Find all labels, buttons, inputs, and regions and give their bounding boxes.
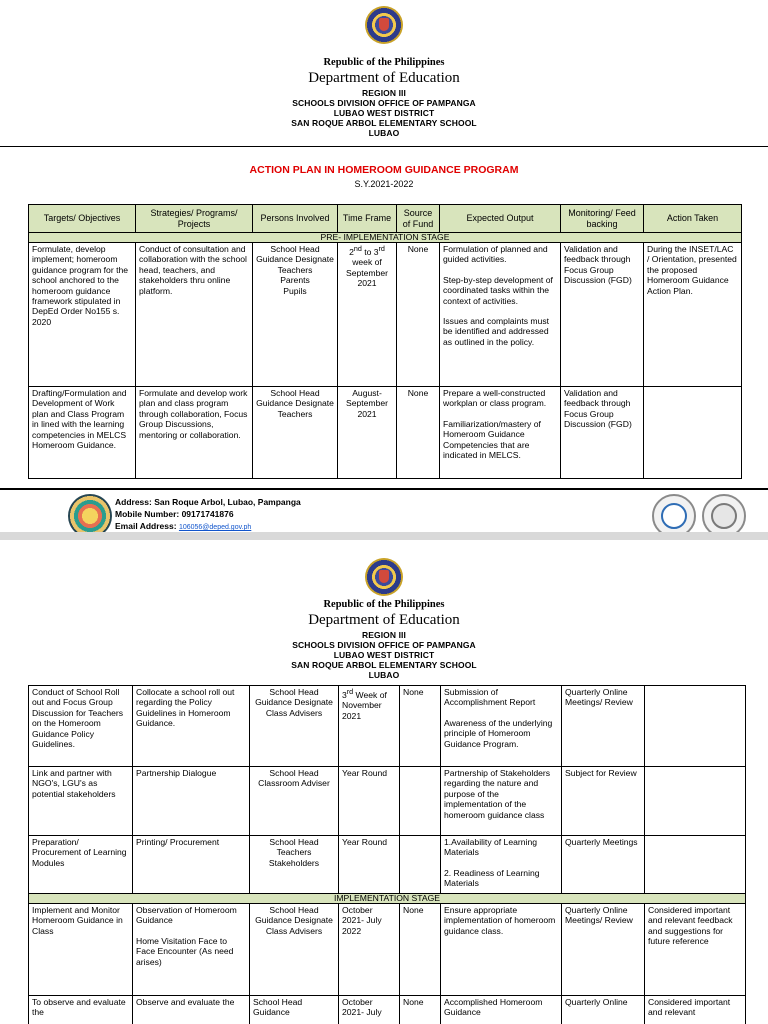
document-page-2 xyxy=(0,540,768,1024)
cell-monitoring: Quarterly Online Meetings/ Review xyxy=(562,904,645,996)
cell-persons: School Head Guidance Designate Class Advisers xyxy=(250,686,339,767)
footer-email-label: Email Address: xyxy=(115,521,179,531)
cell-targets: Conduct of School Roll out and Focus Group Discussion for Teachers on the Homeroom Guidance Policy Guidelines. xyxy=(29,686,133,767)
footer-mobile: Mobile Number: 09171741876 xyxy=(115,509,234,519)
division-text: SCHOOLS DIVISION OFFICE OF PAMPANGA xyxy=(292,640,476,650)
cell-action-taken xyxy=(645,686,746,767)
table-row xyxy=(29,996,746,1024)
table-row xyxy=(29,836,746,894)
cell-time-frame: 2nd to 3rd week of September 2021 xyxy=(338,243,397,387)
cell-targets: Preparation/ Procurement of Learning Modules xyxy=(29,836,133,894)
cell-expected-output xyxy=(440,243,561,387)
cell-time-frame: 3rd Week of November 2021 xyxy=(339,686,400,767)
deped-seal-icon xyxy=(365,558,403,596)
cell-targets: Formulate, develop implement; homeroom guidance program for the school anchored to the homeroom guidance framework stipulated in DepEd Order No155 s. 2020 xyxy=(29,243,136,387)
department-text: Department of Education xyxy=(308,612,460,628)
deped-seal-icon xyxy=(365,6,403,44)
cell-strategies: Partnership Dialogue xyxy=(133,767,250,836)
cell-expected-output xyxy=(441,836,562,894)
output-line: Submission of Accomplishment Report xyxy=(444,687,536,708)
cell-persons: School Head Teachers Stakeholders xyxy=(250,836,339,894)
cell-persons: School Head Guidance xyxy=(250,996,339,1024)
cell-expected-output: Accomplished Homeroom Guidance xyxy=(441,996,562,1024)
cell-targets: To observe and evaluate the xyxy=(29,996,133,1024)
cell-expected-output: Partnership of Stakeholders regarding the nature and purpose of the implementation of the homeroom guidance class xyxy=(441,767,562,836)
cell-action-taken xyxy=(645,836,746,894)
output-line: Familiarization/mastery of Homeroom Guidance Competencies that are indicated in MELCS. xyxy=(443,418,541,461)
cell-monitoring: Validation and feedback through Focus Group Discussion (FGD) xyxy=(561,243,644,387)
cell-fund: None xyxy=(400,996,441,1024)
action-plan-table-p1 xyxy=(28,204,742,479)
school-name-text: SAN ROQUE ARBOL ELEMENTARY SCHOOL xyxy=(291,660,477,670)
output-line: Awareness of the underlying principle of Homeroom Guidance Program. xyxy=(444,717,553,749)
town-text: LUBAO xyxy=(368,128,400,138)
header-divider xyxy=(0,146,768,147)
cell-expected-output xyxy=(441,686,562,767)
header-strategies: Strategies/ Programs/ Projects xyxy=(136,205,253,233)
cell-fund: None xyxy=(400,686,441,767)
cell-time-frame: October 2021- July 2022 xyxy=(339,904,400,996)
cell-expected-output xyxy=(440,387,561,479)
cell-fund xyxy=(400,836,441,894)
output-line: 1.Availability of Learning Materials xyxy=(444,837,537,858)
cell-strategies: Printing/ Procurement xyxy=(133,836,250,894)
district-text: LUBAO WEST DISTRICT xyxy=(333,108,435,118)
output-line: Issues and complaints must be identified and addressed as outlined in the policy. xyxy=(443,316,550,347)
table-row xyxy=(29,686,746,767)
cell-monitoring: Quarterly Online xyxy=(562,996,645,1024)
action-plan-table-p2 xyxy=(28,685,746,1024)
header-source-of-fund: Source of Fund xyxy=(397,205,440,233)
cell-action-taken: Considered important and relevant xyxy=(645,996,746,1024)
region-text: REGION III xyxy=(362,630,406,640)
cell-persons: School Head Guidance Designate Teachers Parents Pupils xyxy=(253,243,338,387)
school-year: S.Y.2021-2022 xyxy=(354,179,414,189)
cell-persons: School Head Guidance Designate Class Advisers xyxy=(250,904,339,996)
cell-monitoring: Subject for Review xyxy=(562,767,645,836)
cell-fund: None xyxy=(400,904,441,996)
cell-strategies xyxy=(133,904,250,996)
letterhead xyxy=(0,599,768,680)
table-header-row xyxy=(29,205,742,233)
header-time-frame: Time Frame xyxy=(338,205,397,233)
stage-label-pre: PRE- IMPLEMENTATION STAGE xyxy=(29,233,742,243)
department-text: Department of Education xyxy=(308,70,460,86)
cell-targets: Link and partner with NGO's, LGU's as potential stakeholders xyxy=(29,767,133,836)
cell-action-taken: During the INSET/LAC / Orientation, presented the proposed Homeroom Guidance Action Plan. xyxy=(644,243,742,387)
district-text: LUBAO WEST DISTRICT xyxy=(333,650,435,660)
table-row xyxy=(29,387,742,479)
division-text: SCHOOLS DIVISION OFFICE OF PAMPANGA xyxy=(292,98,476,108)
cell-persons: School Head Guidance Designate Teachers xyxy=(253,387,338,479)
cell-strategies: Collocate a school roll out regarding the Policy Guidelines in Homeroom Guidance. xyxy=(133,686,250,767)
header-action-taken: Action Taken xyxy=(644,205,742,233)
output-line: Formulation of planned and guided activities. xyxy=(443,244,548,265)
table-row xyxy=(29,243,742,387)
page-separator xyxy=(0,532,768,540)
footer-address: Address: San Roque Arbol, Lubao, Pampanga xyxy=(115,497,301,507)
cell-expected-output: Ensure appropriate implementation of homeroom guidance class. xyxy=(441,904,562,996)
republic-text: Republic of the Philippines xyxy=(323,57,445,68)
cell-time-frame: October 2021- July xyxy=(339,996,400,1024)
cell-strategies: Observe and evaluate the xyxy=(133,996,250,1024)
school-name-text: SAN ROQUE ARBOL ELEMENTARY SCHOOL xyxy=(291,118,477,128)
cell-persons: School Head Classroom Adviser xyxy=(250,767,339,836)
cell-action-taken xyxy=(644,387,742,479)
header-targets: Targets/ Objectives xyxy=(29,205,136,233)
cell-strategies: Conduct of consultation and collaboration with the school head, teachers, and stakeholders thru online platform. xyxy=(136,243,253,387)
cell-monitoring: Quarterly Meetings xyxy=(562,836,645,894)
footer-contact xyxy=(115,496,301,534)
header-monitoring: Monitoring/ Feed backing xyxy=(561,205,644,233)
document-title: ACTION PLAN IN HOMEROOM GUIDANCE PROGRAM xyxy=(249,164,519,176)
stage-label-implementation: IMPLEMENTATION STAGE xyxy=(29,894,746,904)
cell-time-frame: August- September 2021 xyxy=(338,387,397,479)
cell-fund: None xyxy=(397,243,440,387)
cell-targets: Drafting/Formulation and Development of Work plan and Class Program in lined with the learning competencies in MELCS Homeroom Guidance. xyxy=(29,387,136,479)
republic-text: Republic of the Philippines xyxy=(323,599,445,610)
footer-email-link[interactable]: 106056@deped.gov.ph xyxy=(178,524,252,531)
cell-monitoring: Validation and feedback through Focus Group Discussion (FGD) xyxy=(561,387,644,479)
output-line: Prepare a well-constructed workplan or class program. xyxy=(443,388,547,409)
cell-strategies: Formulate and develop work plan and class program through collaboration, Focus Group Discussions, mentoring or collaboration. xyxy=(136,387,253,479)
header-expected-output: Expected Output xyxy=(440,205,561,233)
strategy-line: Home Visitation Face to Face Encounter (As need arises) xyxy=(136,935,234,967)
cell-action-taken: Considered important and relevant feedback and suggestions for future reference xyxy=(645,904,746,996)
header-persons: Persons Involved xyxy=(253,205,338,233)
output-line: 2. Readiness of Learning Materials xyxy=(444,867,540,889)
table-row xyxy=(29,904,746,996)
cell-time-frame: Year Round xyxy=(339,836,400,894)
letterhead xyxy=(0,57,768,138)
table-row xyxy=(29,767,746,836)
cell-targets: Implement and Monitor Homeroom Guidance in Class xyxy=(29,904,133,996)
output-line: Step-by-step development of coordinated tasks within the context of activities. xyxy=(443,274,553,306)
region-text: REGION III xyxy=(362,88,406,98)
cell-fund xyxy=(400,767,441,836)
cell-time-frame: Year Round xyxy=(339,767,400,836)
strategy-line: Observation of Homeroom Guidance xyxy=(136,905,237,926)
cell-action-taken xyxy=(645,767,746,836)
cell-monitoring: Quarterly Online Meetings/ Review xyxy=(562,686,645,767)
footer-divider xyxy=(0,488,768,490)
cell-fund: None xyxy=(397,387,440,479)
town-text: LUBAO xyxy=(368,670,400,680)
